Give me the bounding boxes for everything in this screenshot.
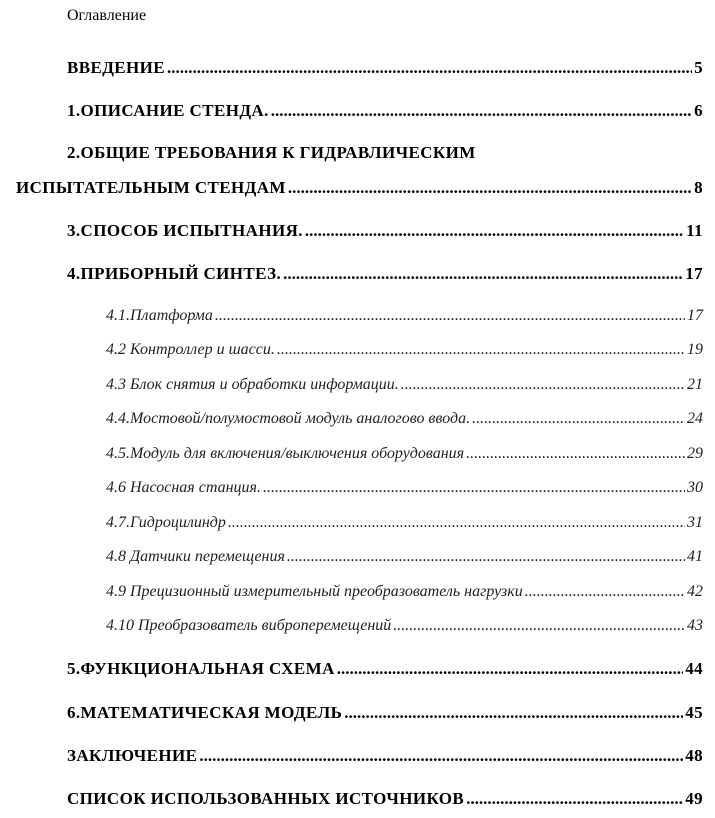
toc-entry-2-line2[interactable] <box>16 178 703 198</box>
toc-page-number: 43 <box>687 617 703 634</box>
toc-entry-text: 4.7.Гидроцилиндр <box>106 514 226 531</box>
toc-entry-text: 4.1.Платформа <box>106 307 213 324</box>
dot-leader <box>271 101 692 121</box>
toc-entry-text: 4.9 Прецизионный измерительный преобразователь нагрузки <box>106 583 523 600</box>
toc-page-number: 21 <box>687 376 703 393</box>
toc-page-number: 44 <box>685 659 703 678</box>
toc-page-number: 24 <box>687 410 703 427</box>
dot-leader <box>393 617 685 635</box>
toc-entry-text: 4.ПРИБОРНЫЙ СИНТЕЗ. <box>67 264 282 283</box>
toc-entry-text: 4.10 Преобразователь виброперемещений <box>106 617 392 634</box>
toc-entry-4-9[interactable] <box>106 583 703 601</box>
toc-page-number: 11 <box>686 221 703 240</box>
toc-entry-4-2[interactable] <box>106 341 703 359</box>
dot-leader <box>401 376 685 394</box>
dot-leader <box>199 746 683 766</box>
dot-leader <box>167 58 692 78</box>
dot-leader <box>337 659 683 679</box>
toc-entry-text: 5.ФУНКЦИОНАЛЬНАЯ СХЕМА <box>67 659 335 678</box>
toc-title: Оглавление <box>67 7 147 24</box>
toc-page-number: 5 <box>694 58 703 77</box>
toc-entry-text: 4.2 Контроллер и шасси. <box>106 341 275 358</box>
toc-entry-1[interactable] <box>67 101 703 121</box>
toc-entry-text: 3.СПОСОБ ИСПЫТНАНИЯ. <box>67 221 303 240</box>
dot-leader <box>525 583 685 601</box>
dot-leader <box>287 548 685 566</box>
toc-entry-4[interactable] <box>67 264 703 284</box>
toc-entry-4-4[interactable] <box>106 410 703 428</box>
dot-leader <box>466 789 683 809</box>
toc-entry-4-6[interactable] <box>106 479 703 497</box>
toc-entry-references[interactable] <box>67 789 703 809</box>
dot-leader <box>283 264 683 284</box>
toc-entry-text: 4.6 Насосная станция. <box>106 479 261 496</box>
dot-leader <box>344 703 683 723</box>
toc-page-number: 45 <box>685 703 703 722</box>
toc-page-number: 8 <box>694 178 703 197</box>
toc-page-number: 6 <box>694 101 703 120</box>
toc-entry-intro[interactable] <box>67 58 703 78</box>
toc-entry-text: 4.4.Мостовой/полумостовой модуль аналогово ввода. <box>106 410 471 427</box>
toc-entry-6[interactable] <box>67 703 703 723</box>
toc-page-number: 49 <box>685 789 703 808</box>
toc-entry-text: ИСПЫТАТЕЛЬНЫМ СТЕНДАМ <box>16 178 286 197</box>
dot-leader <box>472 410 685 428</box>
toc-entry-4-1[interactable] <box>106 307 703 325</box>
toc-entry-text: 6.МАТЕМАТИЧЕСКАЯ МОДЕЛЬ <box>67 703 343 722</box>
toc-page-number: 19 <box>687 341 703 358</box>
dot-leader <box>305 221 684 241</box>
toc-entry-text: 4.3 Блок снятия и обработки информации. <box>106 376 399 393</box>
toc-entry-2-line1[interactable]: 2.ОБЩИЕ ТРЕБОВАНИЯ К ГИДРАВЛИЧЕСКИМ <box>67 143 476 162</box>
toc-entry-text: 1.ОПИСАНИЕ СТЕНДА. <box>67 101 269 120</box>
toc-page-number: 31 <box>687 514 703 531</box>
dot-leader <box>215 307 685 325</box>
toc-entry-4-7[interactable] <box>106 514 703 532</box>
toc-entry-text: 4.5.Модуль для включения/выключения оборудования <box>106 445 465 462</box>
toc-page-number: 29 <box>687 445 703 462</box>
toc-entry-4-10[interactable] <box>106 617 703 635</box>
toc-entry-text: СПИСОК ИСПОЛЬЗОВАННЫХ ИСТОЧНИКОВ <box>67 789 465 808</box>
dot-leader <box>288 178 692 198</box>
dot-leader <box>263 479 685 497</box>
dot-leader <box>228 514 685 532</box>
toc-entry-text: ВВЕДЕНИЕ <box>67 58 166 77</box>
toc-page-number: 17 <box>685 264 703 283</box>
toc-page-number: 17 <box>687 307 703 324</box>
toc-entry-text: ЗАКЛЮЧЕНИЕ <box>67 746 198 765</box>
toc-page-number: 42 <box>687 583 703 600</box>
toc-entry-3[interactable] <box>67 221 703 241</box>
dot-leader <box>466 445 685 463</box>
toc-page-number: 30 <box>687 479 703 496</box>
toc-entry-text: 4.8 Датчики перемещения <box>106 548 285 565</box>
toc-entry-5[interactable] <box>67 659 703 679</box>
toc-entry-4-8[interactable] <box>106 548 703 566</box>
dot-leader <box>277 341 685 359</box>
toc-page-number: 48 <box>685 746 703 765</box>
toc-entry-4-5[interactable] <box>106 445 703 463</box>
toc-page-number: 41 <box>687 548 703 565</box>
toc-entry-conclusion[interactable] <box>67 746 703 766</box>
toc-entry-4-3[interactable] <box>106 376 703 394</box>
